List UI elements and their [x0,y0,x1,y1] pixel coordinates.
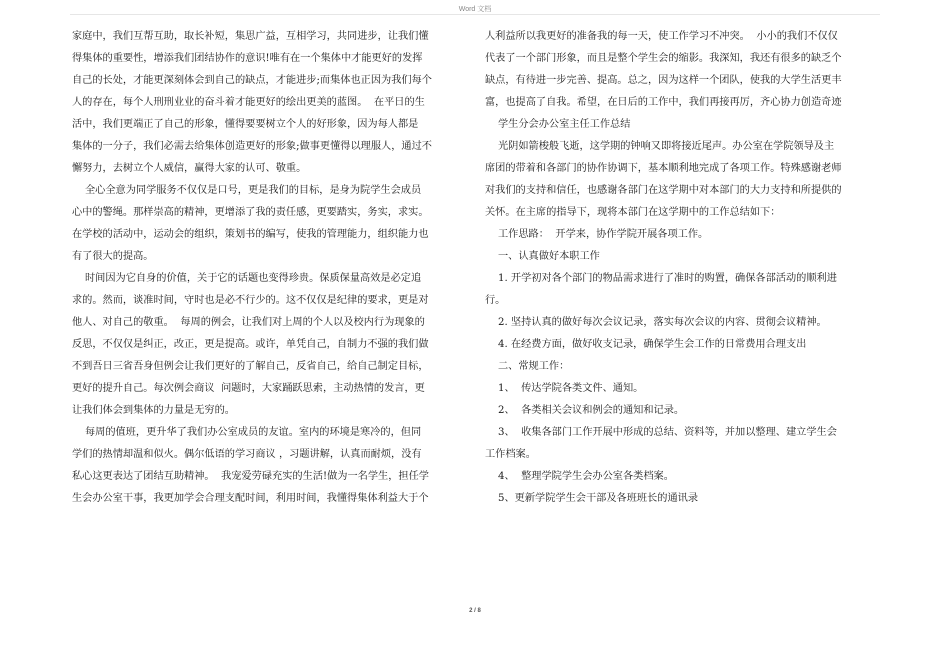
right-text-line: 4. 在经费方面，做好收支记录，确保学生会工作的日常费用合理支出 [485,339,807,350]
left-text-line: 自己的长处，才能更深刻体会到自己的缺点，才能进步;而集体也正因为我们每个 [72,75,432,86]
right-text-line: 对我们的支持和信任，也感谢各部门在这学期中对本部门的大力支持和所提供的 [485,185,842,196]
left-text-line: 更好的提升自己。每次例会商议 问题时，大家踊跃思索，主动热情的发言，更 [72,383,425,394]
right-text-line: 人利益所以我更好的准备我的每一天，使工作学习不冲突。 小小的我们不仅仅 [485,31,838,42]
right-text-line: 代表了一个部门形象，而且是整个学生会的缩影。我深知，我还有很多的缺乏个 [485,53,842,64]
right-text-line: 学生分会办公室主任工作总结 [485,119,631,130]
right-text-line: 光阴如箭梭般飞逝，这学期的钟响又即将接近尾声。办公室在学院领导及主 [485,141,835,152]
left-text-line: 全心全意为同学服务不仅仅是口号，更是我们的目标，是身为院学生会成员 [72,185,422,196]
left-text-line: 家庭中，我们互帮互助，取长补短，集思广益，互相学习，共同进步，让我们懂 [72,31,429,42]
left-text-line: 时间因为它自身的价值，关于它的话题也变得珍贵。保质保量高效是必定追 [72,273,422,284]
right-text-line: 1. 开学初对各个部门的物品需求进行了准时的购置，确保各部活动的顺利进 [485,273,837,284]
right-text-line: 关怀。在主席的指导下，现将本部门在这学期中的工作总结如下： [485,207,781,218]
left-text-line: 求的。然而，谈准时间，守时也是必不行少的。这不仅仅是纪律的要求，更是对 [72,295,429,306]
right-text-line: 2、 各类相关会议和例会的通知和记录。 [485,405,685,416]
right-text-line: 一、认真做好本职工作 [485,251,600,262]
left-text-line: 学们的热情却温和似火。偶尔低语的学习商议 ，习题讲解，认真而耐烦，没有 [72,449,422,460]
left-text-line: 懈努力，去树立个人威信，赢得大家的认可、敬重。 [72,163,307,174]
left-text-line: 人的存在，每个人刑刑业业的奋斗着才能更好的绘出更美的蓝图。 在平日的生 [72,97,425,108]
left-text-line: 活中，我们更端正了自己的形象，懂得要要树立个人的好形象，因为每人都是 [72,119,419,130]
right-text-line: 缺点，有待进一步完善、提高。总之，因为这样一个团队，使我的大学生活更丰 [485,75,842,86]
left-column [72,26,482,510]
right-column [485,26,895,510]
right-text-line: 富，也提高了自我。希望，在日后的工作中，我们再接再厉，齐心协力创造奇迹 [485,97,842,108]
right-text-line: 行。 [485,295,506,306]
left-text-line: 他人、对自己的敬重。 每周的例会，让我们对上周的个人以及校内行为现象的 [72,317,425,328]
page-number: 2 / 8 [469,608,481,614]
right-text-line: 工作档案。 [485,449,536,460]
left-text-line: 得集体的重要性，增添我们团结协作的意识!唯有在一个集体中才能更好的发挥 [72,53,423,64]
right-text-line: 工作思路： 开学来，协作学院开展各项工作。 [485,229,709,240]
left-text-line: 每周的值班，更升华了我们办公室成员的友谊。室内的环境是寒冷的，但同 [72,427,422,438]
right-text-line: 2. 坚持认真的做好每次会议记录，落实每次会议的内容、贯彻会议精神。 [485,317,827,328]
page-header: Word 文档 [458,6,492,13]
right-text-line: 1、 传达学院各类文件、通知。 [485,383,644,394]
left-text-line: 心中的警绳。那样崇高的精神，更增添了我的责任感，更要踏实，务实，求实。 [72,207,429,218]
left-text-line: 反思，不仅仅是纠正，改正，更是提高。或许，单凭自己，自制力不强的我们做 [72,339,429,350]
right-text-line: 二、常规工作： [485,361,570,372]
right-text-line: 席团的带着和各部门的协作协调下，基本顺利地完成了各项工作。特殊感谢老师 [485,163,842,174]
left-text-line: 有了很大的提高。 [72,251,154,262]
left-text-line: 在学校的活动中，运动会的组织，策划书的编写，使我的管理能力，组织能力也 [72,229,429,240]
right-text-line: 5、更新学院学生会干部及各班班长的通讯录 [485,493,699,504]
right-text-line: 4、 整理学院学生会办公室各类档案。 [485,471,674,482]
left-text-line: 生会办公室干事，我更加学会合理支配时间，利用时间，我懂得集体利益大于个 [72,493,429,504]
left-text-line: 私心这更表达了团结互助精神。 我宠爱劳碌充实的生活!做为一名学生，担任学 [72,471,429,482]
left-text-line: 不到吾日三省吾身但例会让我们更好的了解自己，反省自己，给自己制定目标， [72,361,429,372]
left-text-line: 集体的一分子，我们必需去给集体创造更好的形象;做事更懂得以理服人，通过不 [72,141,432,152]
header-divider [70,14,880,15]
left-text-line: 让我们体会到集体的力量是无穷的。 [72,405,235,416]
right-text-line: 3、 收集各部门工作开展中形成的总结、资料等，并加以整理、建立学生会 [485,427,837,438]
